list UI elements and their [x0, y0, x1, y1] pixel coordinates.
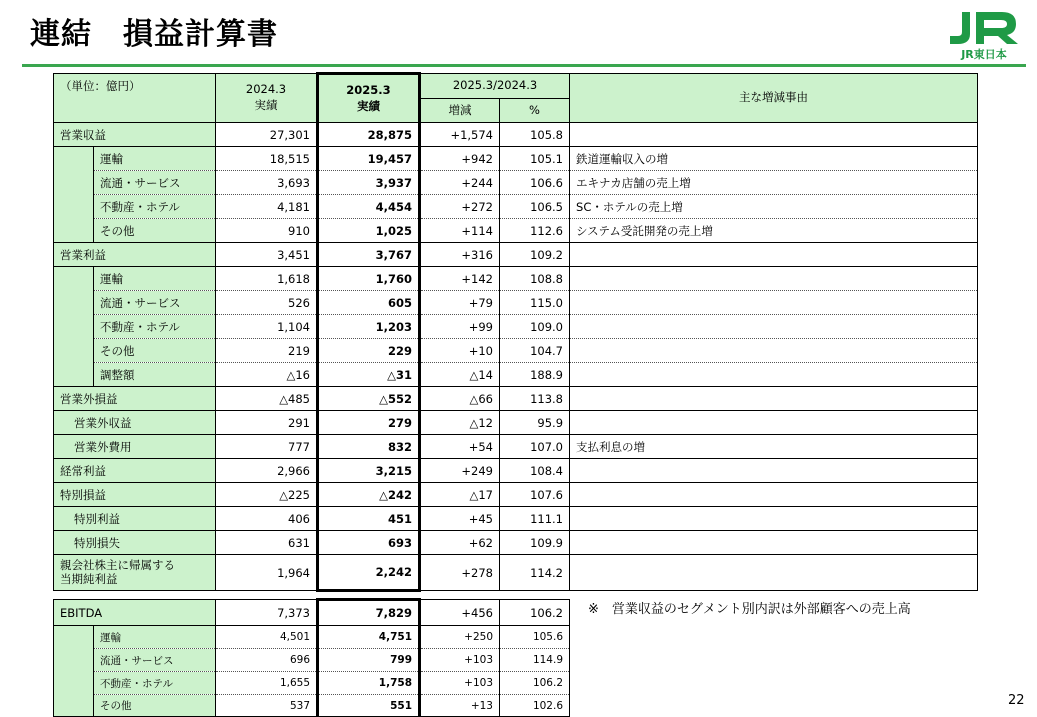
header-diff: 2025.3/2024.3: [420, 74, 570, 99]
footnote: ※ 営業収益のセグメント別内訳は外部顧客への売上高: [588, 602, 911, 617]
table-row: 流通・サービス 3,693 3,937 +244 106.6 エキナカ店舗の売上増: [54, 171, 978, 195]
header-pct: %: [500, 99, 570, 123]
table-row: 調整額 △16 △31 △14 188.9: [54, 363, 978, 387]
header-cur-year: 2025.3 実績: [318, 74, 420, 123]
unit-label: （単位：億円）: [54, 74, 216, 123]
header-reason: 主な増減事由: [570, 74, 978, 123]
table-row: 運輸 18,515 19,457 +942 105.1 鉄道運輸収入の増: [54, 147, 978, 171]
table-row: その他 219 229 +10 104.7: [54, 339, 978, 363]
table-row: 営業外収益 291 279 △12 95.9: [54, 411, 978, 435]
table-row: 不動産・ホテル 4,181 4,454 +272 106.5 SC・ホテルの売上増: [54, 195, 978, 219]
page-title: 連結 損益計算書: [30, 17, 278, 52]
ebitda-table: [53, 598, 570, 717]
logo-text: JR東日本: [961, 48, 1007, 61]
income-statement-table: [53, 72, 978, 592]
table-row: その他 537 551 +13 102.6: [54, 695, 570, 717]
table-row: 流通・サービス 696 799 +103 114.9: [54, 649, 570, 672]
table-row: 流通・サービス 526 605 +79 115.0: [54, 291, 978, 315]
table-row: 営業利益 3,451 3,767 +316 109.2: [54, 243, 978, 267]
jr-east-logo: [944, 8, 1024, 63]
table-row: 営業収益 27,301 28,875 +1,574 105.8: [54, 123, 978, 147]
table-row: その他 910 1,025 +114 112.6 システム受託開発の売上増: [54, 219, 978, 243]
table-row: 親会社株主に帰属する 当期純利益 1,964 2,242 +278 114.2: [54, 555, 978, 591]
table-row: 特別利益 406 451 +45 111.1: [54, 507, 978, 531]
jr-logo-icon: [944, 8, 1024, 48]
table-row: 営業外損益 △485 △552 △66 113.8: [54, 387, 978, 411]
table-row: 不動産・ホテル 1,655 1,758 +103 106.2: [54, 672, 570, 695]
table-row: 不動産・ホテル 1,104 1,203 +99 109.0: [54, 315, 978, 339]
table-row: 特別損失 631 693 +62 109.9: [54, 531, 978, 555]
header-prev-year: 2024.3 実績: [216, 74, 318, 123]
header-change: 増減: [420, 99, 500, 123]
table-row: 営業外費用 777 832 +54 107.0 支払利息の増: [54, 435, 978, 459]
title-divider: [22, 64, 1026, 67]
table-row: 経常利益 2,966 3,215 +249 108.4: [54, 459, 978, 483]
table-row: 運輸 1,618 1,760 +142 108.8: [54, 267, 978, 291]
table-row: EBITDA 7,373 7,829 +456 106.2: [54, 600, 570, 626]
page-number: 22: [1008, 693, 1025, 708]
table-row: 特別損益 △225 △242 △17 107.6: [54, 483, 978, 507]
table-row: 運輸 4,501 4,751 +250 105.6: [54, 626, 570, 649]
